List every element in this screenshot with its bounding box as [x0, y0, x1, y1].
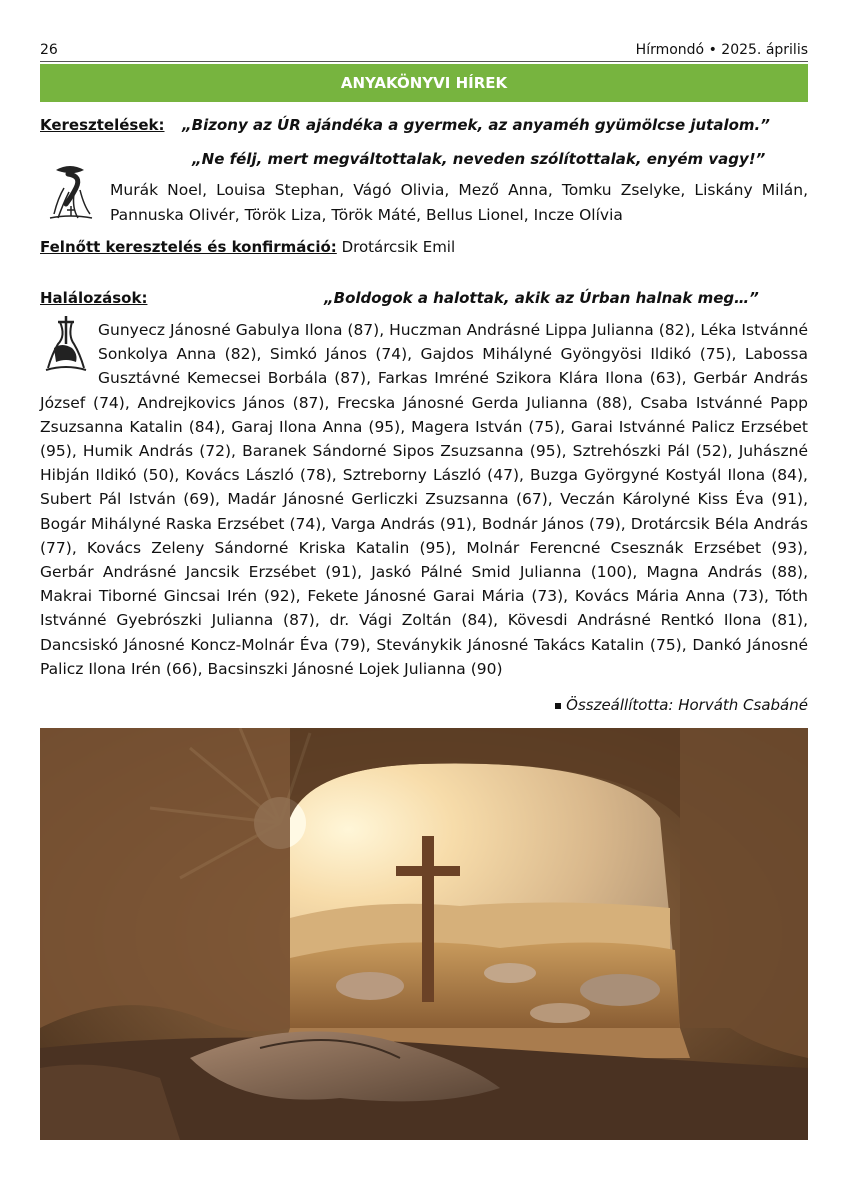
baptism-shell-icon — [46, 164, 96, 226]
section-title: ANYAKÖNYVI HÍREK — [40, 64, 808, 102]
baptism-names: Murák Noel, Louisa Stephan, Vágó Olivia, Mező Anna, Tomku Zselyke, Liskány Milán, Pannuska Olivér, Török Liza, Török Máté, Bellus Lionel, Incze Olívia — [110, 181, 808, 224]
publication-info: Hírmondó • 2025. április — [635, 42, 808, 58]
bullet-icon — [555, 703, 561, 709]
cross-with-cloth-icon — [42, 314, 90, 380]
deaths-label: Halálozások: — [40, 289, 148, 307]
page-header — [40, 42, 808, 60]
deaths-quote: „Boldogok a halottak, akik az Úrban halnak meg…” — [324, 289, 759, 307]
header-divider — [40, 61, 808, 62]
credit-line — [555, 696, 808, 714]
death-names-text: Gunyecz Jánosné Gabulya Ilona (87), Huczman Andrásné Lippa Julianna (82), Léka Istvánné Sonkolya Anna (82), Simkó János (74), Gajdos Mihályné Gyöngyösi Ildikó (75), Labossa Gusztávné Kemecsei Borbála (87), Farkas Imréné Szikora Klára Ilona (63), Gerbár András József (74), Andrejkovics János (87), Frecska Jánosné Gerda Julianna (88), Csaba Istvánné Papp Zsuzsanna Katalin (84), Garaj Ilona Anna (95), Magera István (75), Garai Istvánné Palicz Erzsébet (95), Humik András (72), Baranek Sándorné Sipos Zsuzsanna (95), Sztrehószki Pál (52), Juhászné Hibján Ildikó (50), Kovács László (78), Sztreborny László (47), Buzga Györgyné Kostyál Ilona (84), Subert Pál István (69), Madár Jánosné Gerliczki Zsuzsanna (67), Veczán Károlyné Kiss Éva (91), Bogár Mihályné Raska Erzsébet (74), Varga András (91), Bodnár János (79), Drotárcsik Béla András (77), Kovács Zeleny Sándorné Kriska Katalin (95), Molnár Ferencné Csesznák Erzsébet (93), Gerbár Andrásné Jancsik Erzsébet (91), Jaskó Pálné Smid Julianna (100), Magna András (88), Makrai Tiborné Gincsai Irén (92), Fekete Jánosné Garai Mária (73), Kovács Mária Anna (73), Tóth Istvánné Gyebrószki Julianna (87), dr. Vági Zoltán (84), Kövesdi Andrásné Rentkó Ilona (81), Dancsiskó Jánosné Koncz-Molnár Éva (79), Steványkik Jánosné Takács Katalin (75), Dankó Jánosné Palicz Ilona Irén (66), Bacsinszki Jánosné Lojek Julianna (90) — [40, 321, 808, 678]
page — [40, 0, 808, 1200]
adult-baptism-label: Felnőtt keresztelés és konfirmáció: — [40, 238, 337, 256]
baptisms-label: Keresztelések: — [40, 116, 165, 134]
death-names — [40, 318, 808, 681]
adult-baptism-value: Drotárcsik Emil — [341, 238, 456, 256]
adult-baptism-row — [40, 238, 455, 256]
page-number: 26 — [40, 42, 58, 58]
baptisms-quote-2: „Ne félj, mert megváltottalak, neveden szólítottalak, enyém vagy!” — [192, 150, 766, 168]
credit-text: Összeállította: Horváth Csabáné — [566, 696, 808, 714]
baptisms-quote-1: „Bizony az ÚR ajándéka a gyermek, az anyaméh gyümölcse jutalom.” — [182, 116, 770, 134]
empty-tomb-photo — [40, 728, 808, 1140]
